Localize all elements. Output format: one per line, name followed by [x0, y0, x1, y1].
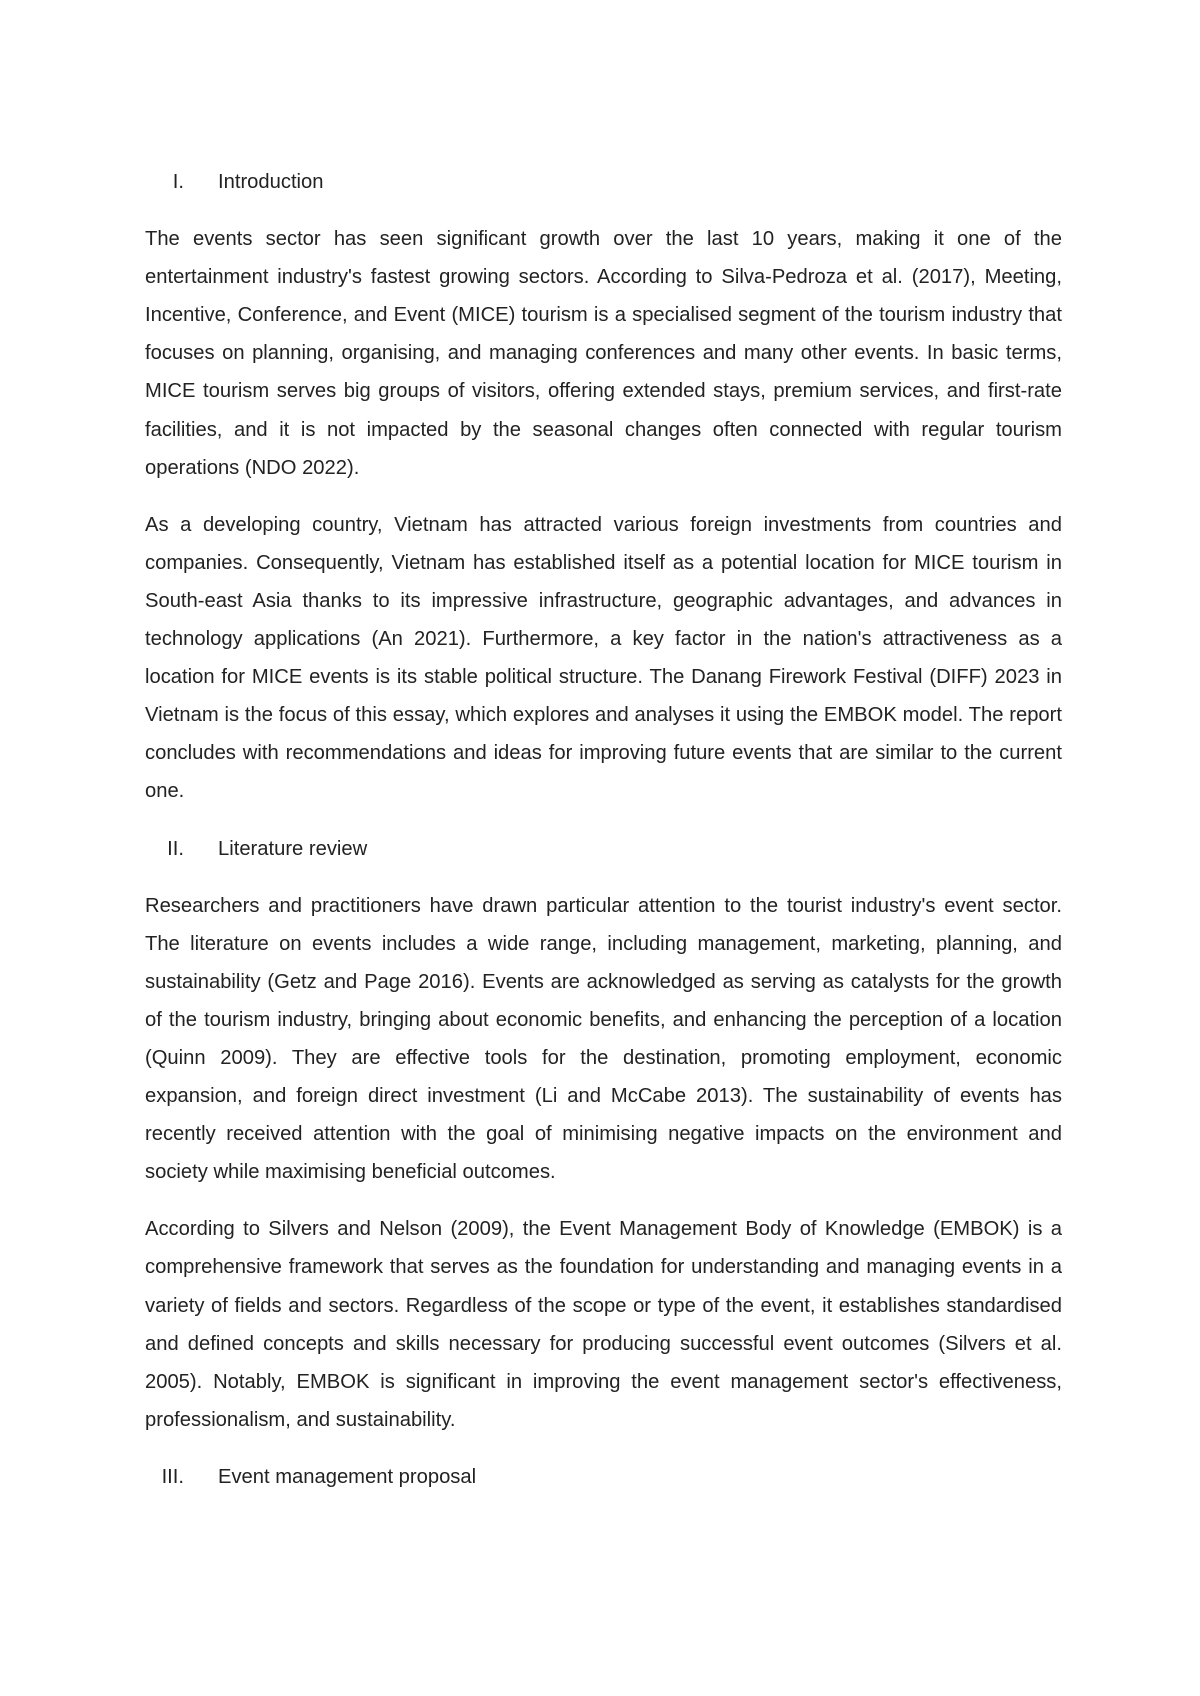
section-heading-introduction — [145, 163, 1062, 201]
section-number: III. — [161, 1465, 184, 1488]
paragraph: According to Silvers and Nelson (2009), the Event Management Body of Knowledge (EMBOK) is a comprehensive framework that serves as the foundation for understanding and managing events in a variety of fields and sectors. Regardless of the scope or type of the event, it establishes standardised and defined concepts and skills necessary for producing successful event outcomes (Silvers et al. 2005). Notably, EMBOK is significant in improving the event management sector's effectiveness, professionalism, and sustainability. — [145, 1218, 1062, 1431]
section-heading-literature-review — [145, 830, 1062, 868]
document-body — [145, 163, 1062, 1515]
paragraph: Researchers and practitioners have drawn particular attention to the tourist industry's event sector. The literature on events includes a wide range, including management, marketing, planning, and sustainability (Getz and Page 2016). Events are acknowledged as serving as catalysts for the growth of the tourism industry, bringing about economic benefits, and enhancing the perception of a location (Quinn 2009). They are effective tools for the destination, promoting employment, economic expansion, and foreign direct investment (Li and McCabe 2013). The sustainability of events has recently received attention with the goal of minimising negative impacts on the environment and society while maximising beneficial outcomes. — [145, 894, 1062, 1184]
paragraph: The events sector has seen significant growth over the last 10 years, making it one of the entertainment industry's fastest growing sectors. According to Silva-Pedroza et al. (2017), Meeting, Incentive, Conference, and Event (MICE) tourism is a specialised segment of the tourism industry that focuses on planning, organising, and managing conferences and many other events. In basic terms, MICE tourism serves big groups of visitors, offering extended stays, premium services, and first-rate facilities, and it is not impacted by the seasonal changes often connected with regular tourism operations (NDO 2022). — [145, 228, 1062, 479]
section-title: Introduction — [218, 171, 324, 193]
section-heading-event-management-proposal — [145, 1458, 1062, 1496]
paragraph: As a developing country, Vietnam has attracted various foreign investments from countries and companies. Consequently, Vietnam has established itself as a potential location for MICE tourism in South-east Asia thanks to its impressive infrastructure, geographic advantages, and advances in technology applications (An 2021). Furthermore, a key factor in the nation's attractiveness as a location for MICE events is its stable political structure. The Danang Firework Festival (DIFF) 2023 in Vietnam is the focus of this essay, which explores and analyses it using the EMBOK model. The report concludes with recommendations and ideas for improving future events that are similar to the current one. — [145, 513, 1062, 803]
section-number: II. — [167, 837, 184, 860]
section-title: Literature review — [218, 837, 368, 860]
section-title: Event management proposal — [218, 1465, 477, 1488]
section-number: I. — [172, 171, 184, 193]
